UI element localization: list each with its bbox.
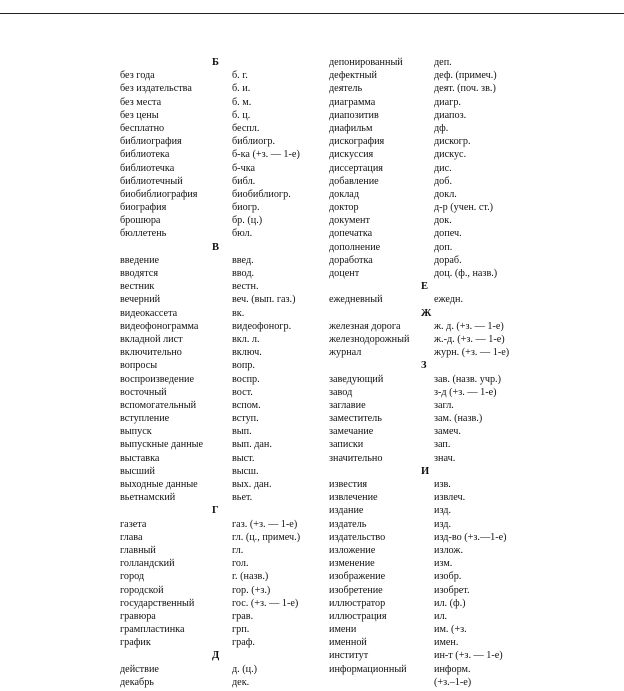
entry-row: [329, 333, 624, 346]
entry-abbreviation: ил. (ф.): [434, 597, 466, 609]
entry-abbreviation: зав. (назв. учр.): [434, 373, 501, 385]
entry-abbreviation: доц. (ф., назв.): [434, 268, 498, 279]
entry-row: [329, 56, 624, 69]
entry-abbreviation: вопр.: [232, 360, 255, 372]
entry-term: доклад: [329, 188, 360, 200]
entry-term: газета: [120, 518, 147, 530]
entry-term: доктор: [329, 202, 359, 214]
entry-abbreviation: извлеч.: [434, 492, 466, 504]
entry-term: депонированный: [329, 57, 403, 68]
entry-abbreviation: вестн.: [232, 281, 259, 293]
entry-term: без цены: [120, 109, 159, 121]
entry-row: [120, 412, 330, 425]
entry-row: [329, 346, 624, 359]
entry-row: [329, 399, 624, 412]
entry-term: высший: [120, 465, 155, 477]
entry-term: железная дорога: [329, 320, 401, 332]
section-letter: Е: [421, 281, 429, 293]
entry-term: вкладной лист: [120, 333, 183, 345]
entry-term: государственный: [120, 597, 195, 609]
entry-abbreviation: грп.: [232, 624, 250, 636]
entry-term: изобретение: [329, 584, 383, 596]
entry-abbreviation: деят. (поч. зв.): [434, 83, 496, 95]
entry-row: [329, 518, 624, 531]
entry-row: [120, 570, 330, 583]
entry-term: доработка: [329, 254, 373, 266]
entry-abbreviation: изв.: [434, 479, 451, 490]
entry-term: график: [120, 637, 151, 649]
section-letter-row: [120, 504, 330, 517]
entry-abbreviation: гл.: [232, 544, 244, 556]
entry-row: [120, 597, 330, 610]
entry-term: железнодорожный: [329, 333, 410, 345]
entry-abbreviation: ж. д. (+з. — 1-е): [434, 320, 504, 332]
entry-row: [329, 109, 624, 122]
entry-abbreviation: дф.: [434, 122, 449, 134]
entry-row: [120, 175, 330, 188]
entry-row: [329, 69, 624, 82]
entry-term: известия: [329, 479, 368, 490]
entry-row: [329, 227, 624, 240]
entry-row: [120, 280, 330, 293]
entry-abbreviation: док.: [434, 215, 452, 227]
section-letter-row: [329, 280, 624, 293]
entry-row: [329, 122, 624, 135]
entry-row: [120, 663, 330, 676]
entry-term: введение: [120, 254, 160, 266]
entry-row: [120, 148, 330, 161]
entry-term: выпускные данные: [120, 439, 204, 451]
entry-term: брошюра: [120, 215, 161, 227]
entry-row: [120, 307, 330, 320]
entry-abbreviation: вып.: [232, 426, 252, 438]
entry-row: [329, 478, 624, 491]
entry-term: дефектный: [329, 70, 377, 82]
entry-abbreviation: журн. (+з. — 1-е): [434, 347, 510, 359]
entry-term: институт: [329, 650, 369, 662]
entry-term: ежедневный: [329, 294, 383, 306]
entry-row: [329, 96, 624, 109]
entry-abbreviation: введ.: [232, 254, 254, 266]
entry-row: [120, 452, 330, 465]
entry-row: [329, 162, 624, 175]
entry-abbreviation: библиогр.: [232, 136, 276, 148]
entry-abbreviation: гол.: [232, 558, 249, 570]
entry-term: библиотечный: [120, 175, 183, 187]
entry-row: [329, 636, 624, 649]
entry-abbreviation: деф. (примеч.): [434, 70, 497, 82]
entry-row: [329, 267, 624, 280]
entry-abbreviation: бр. (ц.): [232, 215, 263, 227]
entry-term: воспроизведение: [120, 373, 194, 385]
entry-term: городской: [120, 584, 164, 596]
entry-abbreviation: б. г.: [232, 70, 248, 82]
entry-term: главный: [120, 544, 156, 556]
entry-abbreviation: выст.: [232, 452, 255, 464]
entry-abbreviation: деп.: [434, 57, 452, 68]
top-rule: [0, 13, 624, 14]
entry-term: бюллетень: [120, 228, 167, 240]
entry-abbreviation: ж.-д. (+з. — 1-е): [434, 333, 505, 345]
entry-term: записки: [329, 439, 364, 451]
entry-row: [120, 267, 330, 280]
entry-row: [329, 438, 624, 451]
entry-row: [120, 425, 330, 438]
entry-term: бесплатно: [120, 122, 165, 134]
entry-term: без издательства: [120, 83, 192, 95]
entry-term: изменение: [329, 558, 375, 570]
entry-abbreviation: дискогр.: [434, 136, 471, 148]
entry-term: заглавие: [329, 399, 366, 411]
entry-abbreviation: доб.: [434, 175, 453, 187]
entry-term: диаграмма: [329, 96, 376, 108]
entry-abbreviation: веч. (вып. газ.): [232, 294, 296, 306]
entry-term: иллюстратор: [329, 597, 386, 609]
entry-row: [329, 241, 624, 254]
entry-row: [120, 557, 330, 570]
entry-term: вступление: [120, 413, 170, 425]
entry-abbreviation: газ. (+з. — 1-е): [232, 518, 298, 530]
entry-abbreviation: вступ.: [232, 413, 259, 425]
entry-abbreviation: дораб.: [434, 254, 462, 266]
entry-term: вводятся: [120, 268, 159, 279]
entry-abbreviation: знач.: [434, 452, 456, 464]
section-letter: Ж: [421, 307, 432, 319]
entry-term: завод: [329, 386, 353, 398]
entry-term: добавление: [329, 175, 379, 187]
entry-abbreviation: биогр.: [232, 202, 260, 214]
entry-abbreviation: гор. (+з.): [232, 584, 271, 596]
entry-abbreviation: з-д (+з. — 1-е): [434, 386, 497, 398]
left-column: [120, 56, 330, 689]
section-letter-row: [120, 649, 330, 662]
entry-row: [329, 425, 624, 438]
entry-abbreviation: грав.: [232, 610, 254, 622]
entry-abbreviation: библ.: [232, 175, 256, 187]
entry-row: [120, 320, 330, 333]
entry-term: издательство: [329, 531, 386, 543]
entry-term: декабрь: [120, 676, 154, 688]
entry-row: [329, 570, 624, 583]
entry-term: грампластинка: [120, 624, 185, 636]
entry-abbreviation: диапоз.: [434, 109, 467, 121]
entry-abbreviation: бюл.: [232, 228, 253, 240]
entry-abbreviation: б-чка: [232, 162, 256, 174]
entry-row: [329, 188, 624, 201]
entry-abbreviation: д-р (учен. ст.): [434, 202, 494, 214]
section-letter-row: [329, 307, 624, 320]
entry-row: [120, 544, 330, 557]
entry-row: [329, 531, 624, 544]
entry-abbreviation: им. (+з.: [434, 624, 467, 636]
entry-abbreviation: граф.: [232, 637, 255, 649]
entry-abbreviation: информ.: [434, 663, 471, 675]
entry-term: дискуссия: [329, 149, 374, 161]
entry-row: [329, 623, 624, 636]
entry-term: допечатка: [329, 228, 373, 240]
entry-abbreviation: б. и.: [232, 83, 251, 95]
entry-term: доцент: [329, 268, 360, 279]
entry-term: иллюстрация: [329, 610, 387, 622]
entry-row: [120, 399, 330, 412]
entry-abbreviation: дис.: [434, 162, 452, 174]
entry-term: вечерний: [120, 294, 161, 306]
entry-row: [120, 478, 330, 491]
entry-term: журнал: [329, 347, 362, 359]
entry-row: [120, 188, 330, 201]
entry-abbreviation: зам. (назв.): [434, 413, 483, 425]
entry-term: значительно: [329, 452, 383, 464]
entry-term: видеокассета: [120, 307, 178, 319]
entry-term: вспомогательный: [120, 399, 197, 411]
entry-abbreviation: вост.: [232, 386, 253, 398]
entry-term: биобиблиография: [120, 188, 198, 200]
entry-row: [329, 676, 624, 689]
entry-row: [120, 465, 330, 478]
entry-row: [329, 504, 624, 517]
entry-abbreviation: воспр.: [232, 373, 260, 385]
entry-abbreviation: замеч.: [434, 426, 461, 438]
entry-abbreviation: вкл. л.: [232, 333, 260, 345]
entry-abbreviation: беспл.: [232, 122, 260, 134]
entry-term: вопросы: [120, 360, 158, 372]
entry-term: заведующий: [329, 373, 384, 385]
entry-term: именной: [329, 637, 367, 649]
entry-term: выпуск: [120, 426, 152, 438]
entry-abbreviation: б-ка (+з. — 1-е): [232, 149, 300, 161]
entry-abbreviation: излож.: [434, 544, 463, 556]
entry-term: документ: [329, 215, 370, 227]
entry-term: голландский: [120, 558, 175, 570]
entry-term: вьетнамский: [120, 492, 176, 504]
entry-term: замечание: [329, 426, 374, 438]
entry-abbreviation: изд.: [434, 505, 452, 517]
entry-row: [329, 412, 624, 425]
entry-row: [120, 162, 330, 175]
entry-row: [329, 452, 624, 465]
section-letter: В: [212, 241, 220, 253]
entry-abbreviation: вк.: [232, 307, 245, 319]
entry-term: заместитель: [329, 413, 382, 425]
entry-term: изложение: [329, 544, 376, 556]
entry-row: [329, 544, 624, 557]
entry-abbreviation: дек.: [232, 676, 250, 688]
entry-term: вестник: [120, 281, 155, 293]
entry-term: диссертация: [329, 162, 383, 174]
entry-abbreviation: изм.: [434, 558, 453, 570]
entry-row: [120, 491, 330, 504]
entry-term: выходные данные: [120, 479, 198, 490]
entry-term: имени: [329, 624, 357, 636]
entry-term: восточный: [120, 386, 167, 398]
entry-row: [120, 69, 330, 82]
entry-row: [120, 214, 330, 227]
entry-row: [329, 293, 624, 306]
entry-term: гравюра: [120, 610, 156, 622]
entry-row: [120, 254, 330, 267]
entry-abbreviation: диагр.: [434, 96, 461, 108]
entry-abbreviation: ежедн.: [434, 294, 463, 306]
entry-row: [329, 597, 624, 610]
entry-term: без года: [120, 70, 155, 82]
entry-row: [120, 610, 330, 623]
entry-term: включительно: [120, 347, 182, 359]
entry-term: диапозитив: [329, 109, 379, 121]
entry-abbreviation: имен.: [434, 637, 459, 649]
entry-row: [120, 122, 330, 135]
section-letter: Б: [212, 57, 219, 68]
entry-abbreviation: б. ц.: [232, 109, 251, 121]
section-letter: Д: [212, 650, 220, 662]
entry-abbreviation: допеч.: [434, 228, 462, 240]
entry-row: [120, 109, 330, 122]
entry-abbreviation: вспом.: [232, 399, 261, 411]
entry-row: [120, 201, 330, 214]
right-column: [329, 56, 624, 689]
entry-row: [120, 676, 330, 689]
entry-abbreviation: гл. (ц., примеч.): [232, 531, 301, 543]
entry-term: изображение: [329, 571, 386, 583]
section-letter: И: [421, 465, 430, 477]
entry-abbreviation: изд.: [434, 518, 452, 530]
entry-abbreviation: г. (назв.): [232, 571, 269, 583]
entry-row: [120, 227, 330, 240]
entry-term: издание: [329, 505, 364, 517]
entry-term: без места: [120, 96, 162, 108]
entry-term: извлечение: [329, 492, 378, 504]
entry-term: библиография: [120, 136, 182, 148]
entry-row: [120, 438, 330, 451]
entry-row: [120, 346, 330, 359]
entry-row: [120, 518, 330, 531]
entry-row: [329, 320, 624, 333]
entry-term: видеофонограмма: [120, 320, 199, 332]
entry-abbreviation: (+з.–1-е): [434, 676, 472, 688]
entry-row: [120, 584, 330, 597]
entry-abbreviation: вых. дан.: [232, 479, 272, 490]
entry-row: [329, 584, 624, 597]
entry-row: [329, 254, 624, 267]
entry-term: информационный: [329, 663, 407, 675]
entry-row: [329, 386, 624, 399]
entry-term: библиотечка: [120, 162, 175, 174]
entry-term: выставка: [120, 452, 160, 464]
entry-abbreviation: зап.: [434, 439, 451, 451]
entry-abbreviation: гос. (+з. — 1-е): [232, 597, 299, 609]
entry-row: [329, 175, 624, 188]
entry-row: [329, 373, 624, 386]
entry-row: [120, 531, 330, 544]
entry-row: [329, 148, 624, 161]
entry-row: [120, 636, 330, 649]
entry-row: [329, 135, 624, 148]
entry-row: [120, 135, 330, 148]
entry-term: дополнение: [329, 241, 381, 253]
entry-term: издатель: [329, 518, 367, 530]
entry-abbreviation: б. м.: [232, 96, 252, 108]
section-letter-row: [329, 359, 624, 372]
entry-row: [120, 96, 330, 109]
entry-abbreviation: д. (ц.): [232, 663, 258, 675]
entry-abbreviation: биобиблиогр.: [232, 188, 291, 200]
entry-term: биография: [120, 202, 167, 214]
entry-term: глава: [120, 531, 143, 543]
entry-abbreviation: вып. дан.: [232, 439, 272, 451]
entry-abbreviation: видеофоногр.: [232, 320, 292, 332]
entry-abbreviation: включ.: [232, 347, 262, 359]
entry-abbreviation: загл.: [434, 399, 454, 411]
entry-term: диафильм: [329, 122, 373, 134]
entry-row: [120, 623, 330, 636]
entry-row: [120, 359, 330, 372]
entry-abbreviation: доп.: [434, 241, 453, 253]
entry-term: город: [120, 571, 145, 583]
entry-row: [120, 82, 330, 95]
entry-abbreviation: изобрет.: [434, 584, 470, 596]
section-letter: Г: [212, 505, 219, 517]
section-letter-row: [120, 56, 330, 69]
section-letter-row: [120, 241, 330, 254]
entry-row: [329, 214, 624, 227]
entry-abbreviation: изобр.: [434, 571, 462, 583]
entry-row: [120, 386, 330, 399]
entry-term: библиотека: [120, 149, 170, 161]
entry-term: действие: [120, 663, 159, 675]
entry-abbreviation: дискус.: [434, 149, 467, 161]
entry-abbreviation: докл.: [434, 188, 457, 200]
entry-abbreviation: ввод.: [232, 268, 255, 279]
section-letter: З: [421, 360, 427, 372]
entry-row: [120, 293, 330, 306]
entry-abbreviation: ил.: [434, 610, 448, 622]
entry-row: [329, 557, 624, 570]
entry-row: [120, 373, 330, 386]
section-letter-row: [329, 465, 624, 478]
entry-row: [120, 333, 330, 346]
entry-row: [329, 201, 624, 214]
entry-term: деятель: [329, 83, 363, 95]
entry-abbreviation: высш.: [232, 465, 259, 477]
entry-row: [329, 649, 624, 662]
entry-row: [329, 491, 624, 504]
entry-row: [329, 663, 624, 676]
entry-row: [329, 82, 624, 95]
entry-term: дискография: [329, 136, 385, 148]
entry-abbreviation: ин-т (+з. — 1-е): [434, 650, 503, 662]
entry-abbreviation: вьет.: [232, 492, 253, 504]
entry-row: [329, 610, 624, 623]
entry-abbreviation: изд-во (+з.—1-е): [434, 531, 507, 543]
